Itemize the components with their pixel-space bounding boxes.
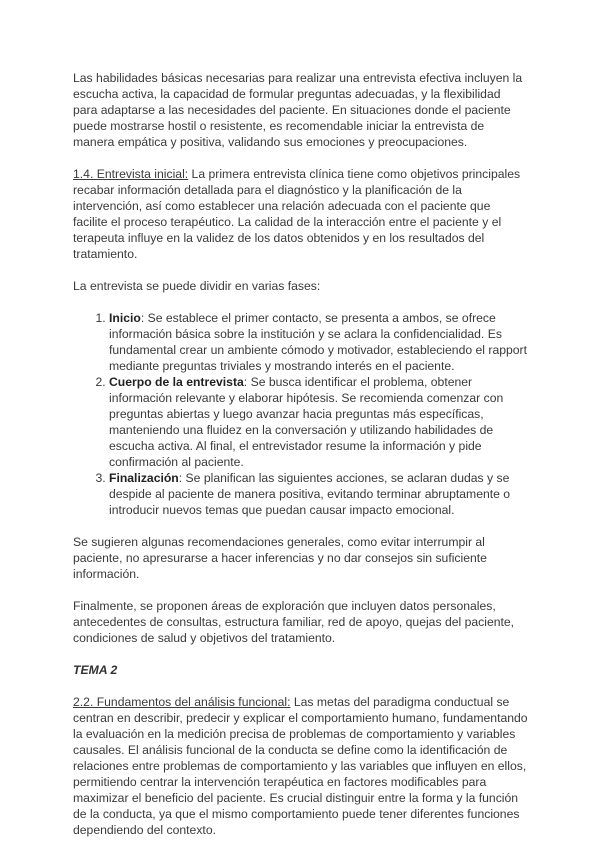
section-1-4-paragraph: [73, 166, 528, 262]
phase-item-inicio: [109, 310, 528, 374]
section-2-2-heading: 2.2. Fundamentos del análisis funcional:: [73, 695, 291, 709]
phase-text: : Se busca identificar el problema, obtener información relevante y elaborar hipótesis. Se recomienda comenzar con preguntas abiertas y luego avanzar hacia preguntas más específicas, manteniendo una fluidez en la conversación y utilizando habilidades de escucha activa. Al final, el entrevistador resume la información y pide confirmación al paciente.: [109, 375, 504, 469]
phase-item-finalizacion: [109, 470, 528, 518]
intro-paragraph: Las habilidades básicas necesarias para realizar una entrevista efectiva incluyen la escucha activa, la capacidad de formular preguntas adecuadas, y la flexibilidad para adaptarse a las necesidades del paciente. En situaciones donde el paciente puede mostrarse hostil o resistente, es recomendable iniciar la entrevista de manera empática y positiva, validando sus emociones y preocupaciones.: [73, 71, 523, 149]
section-1-4-text: La primera entrevista clínica tiene como objetivos principales recabar información detallada para el diagnóstico y la planificación de la intervención, así como establecer una relación adecuada con el paciente que facilite el proceso terapéutico. La calidad de la interacción entre el paciente y el terapeuta influye en la validez de los datos obtenidos y en los resultados del tratamiento.: [73, 167, 521, 261]
exploration-areas-paragraph: Finalmente, se proponen áreas de exploración que incluyen datos personales, antecedentes de consultas, estructura familiar, red de apoyo, quejas del paciente, condiciones de salud y objetivos del tratamiento.: [73, 599, 515, 645]
section-1-4-heading: 1.4. Entrevista inicial:: [73, 167, 189, 181]
section-2-2-paragraph: [73, 694, 528, 838]
phases-intro: La entrevista se puede dividir en varias fases:: [73, 279, 321, 293]
tema-2-heading: TEMA 2: [73, 663, 118, 677]
recommendations-paragraph: Se sugieren algunas recomendaciones generales, como evitar interrumpir al paciente, no apresurarse a hacer inferencias y no dar consejos sin suficiente información.: [73, 535, 487, 581]
phases-list: [73, 310, 528, 518]
phase-title: Inicio: [109, 311, 141, 325]
section-2-2-text: Las metas del paradigma conductual se centran en describir, predecir y explicar el comportamiento humano, fundamentando la evaluación en la medición precisa de problemas de comportamiento y variables causales. El análisis funcional de la conducta se define como la identificación de relaciones entre problemas de comportamiento y las variables que influyen en ellos, permitiendo centrar la intervención terapéutica en factores modificables para maximizar el beneficio del paciente. Es crucial distinguir entre la forma y la función de la conducta, ya que el mismo comportamiento puede tener diferentes funciones dependiendo del contexto.: [73, 695, 528, 837]
phase-title: Finalización: [109, 471, 179, 485]
phase-item-cuerpo: [109, 374, 528, 470]
phase-text: : Se planifican las siguientes acciones, se aclaran dudas y se despide al paciente de manera positiva, evitando terminar abruptamente o introducir nuevos temas que puedan causar impacto emocional.: [109, 471, 511, 517]
phase-title: Cuerpo de la entrevista: [109, 375, 244, 389]
phase-text: : Se establece el primer contacto, se presenta a ambos, se ofrece información básica sobre la institución y se aclara la confidencialidad. Es fundamental crear un ambiente cómodo y motivador, estableciendo el rapport mediante preguntas triviales y mostrando interés en el paciente.: [109, 311, 528, 373]
